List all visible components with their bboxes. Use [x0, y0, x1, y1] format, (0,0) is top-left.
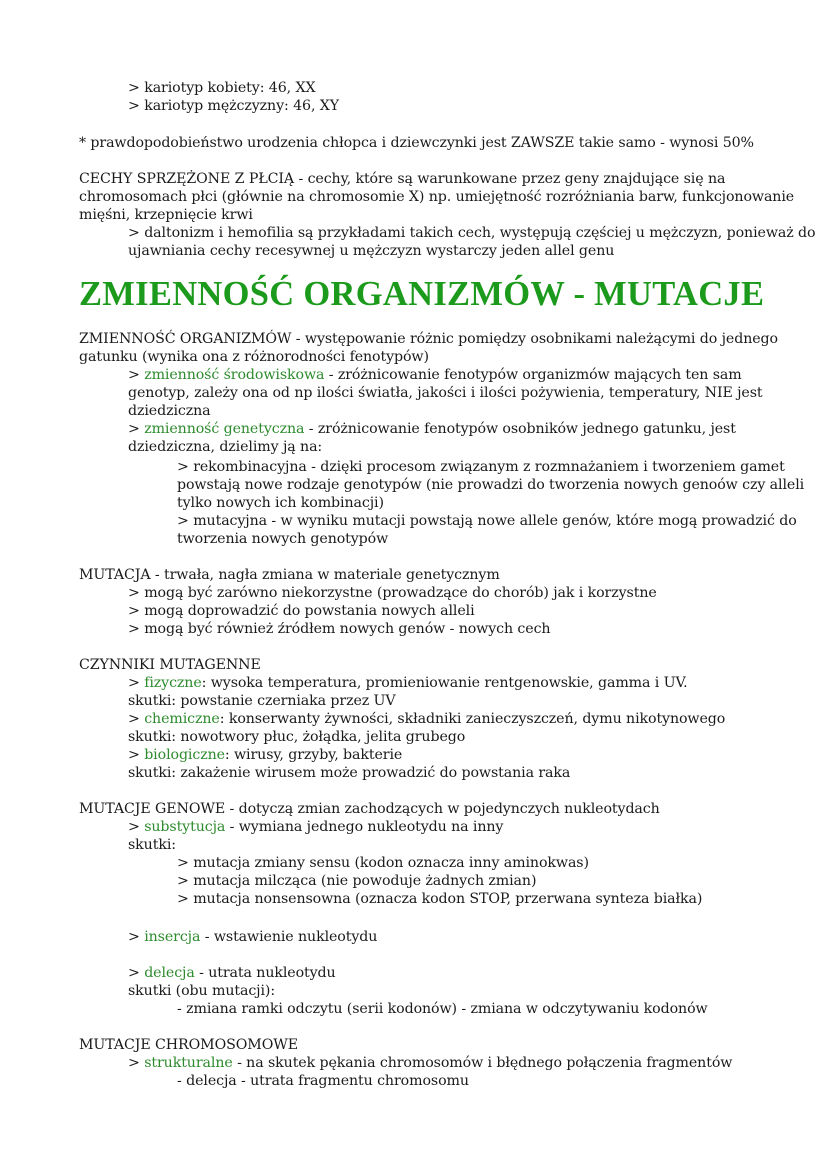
genetic-variability-term: zmienność genetyczna — [144, 421, 305, 437]
biological-term: biologiczne — [144, 747, 225, 763]
environmental-variability-term: zmienność środowiskowa — [144, 367, 325, 383]
karyotype-female: > kariotyp kobiety: 46, XX — [128, 80, 316, 96]
environmental-variability-line-3: dziedziczna — [128, 403, 211, 419]
genetic-variability-line-2: dziedziczna, dzielimy ją na: — [128, 439, 323, 455]
physical-effects: skutki: powstanie czerniaka przez UV — [128, 693, 396, 709]
environmental-variability-line-2: genotyp, zależy ona od np ilości światła, jakości i ilości pożywienia, temperatury, NIE jest — [128, 385, 763, 401]
sex-linked-example-1: > daltonizm i hemofilia są przykładami takich cech, występują częściej u mężczyzn, ponieważ do — [128, 225, 816, 241]
deletion-term: delecja — [144, 965, 195, 981]
deletion: > delecja - utrata nukleotydu — [128, 965, 336, 981]
variability-definition-1: ZMIENNOŚĆ ORGANIZMÓW - występowanie różnic pomiędzy osobnikami należącymi do jednego — [79, 331, 778, 347]
chemical-mutagens: > chemiczne: konserwanty żywności, składniki zanieczyszczeń, dymu nikotynowego — [128, 711, 726, 727]
insertion-term: insercja — [144, 929, 201, 945]
insertion: > insercja - wstawienie nukleotydu — [128, 929, 378, 945]
mutational-line-2: tworzenia nowych genotypów — [177, 531, 389, 547]
structural-mutations: > strukturalne - na skutek pękania chromosomów i błędnego połączenia fragmentów — [128, 1055, 733, 1071]
nonsense-effect: > mutacja nonsensowna (oznacza kodon STOP, przerwana synteza białka) — [177, 891, 703, 907]
recombination-line-3: tylko nowych ich kombinacji) — [177, 495, 384, 511]
frame-shift-effect: - zmiana ramki odczytu (serii kodonów) - zmiana w odczytywaniu kodonów — [177, 1001, 708, 1017]
mutation-point-3: > mogą być również źródłem nowych genów - nowych cech — [128, 621, 551, 637]
sex-linked-line-2: chromosomach płci (głównie na chromosomie X) np. umiejętność rozróżniania barw, funkcjonowanie — [79, 189, 795, 205]
physical-term: fizyczne — [144, 675, 202, 691]
sex-linked-line-3: mięśni, krzepnięcie krwi — [79, 207, 253, 223]
substitution-effects-label: skutki: — [128, 837, 176, 853]
environmental-variability: > zmienność środowiskowa - zróżnicowanie fenotypów organizmów mających ten sam — [128, 367, 742, 383]
karyotype-male: > kariotyp mężczyzny: 46, XY — [128, 98, 340, 114]
biological-mutagens: > biologiczne: wirusy, grzyby, bakterie — [128, 747, 403, 763]
probability-note: * prawdopodobieństwo urodzenia chłopca i dziewczynki jest ZAWSZE takie samo - wynosi 50% — [79, 135, 754, 151]
gene-mutations-header: MUTACJE GENOWE - dotyczą zmian zachodzących w pojedynczych nukleotydach — [79, 801, 660, 817]
variability-definition-2: gatunku (wynika ona z różnorodności fenotypów) — [79, 349, 429, 365]
mutation-point-1: > mogą być zarówno niekorzystne (prowadzące do chorób) jak i korzystne — [128, 585, 657, 601]
chemical-term: chemiczne — [144, 711, 220, 727]
mutation-definition: MUTACJA - trwała, nagła zmiana w materiale genetycznym — [79, 567, 500, 583]
mutagens-header: CZYNNIKI MUTAGENNE — [79, 657, 261, 673]
section-title: ZMIENNOŚĆ ORGANIZMÓW - MUTACJE — [79, 275, 765, 313]
physical-mutagens: > fizyczne: wysoka temperatura, promieniowanie rentgenowskie, gamma i UV. — [128, 675, 688, 691]
genetic-variability: > zmienność genetyczna - zróżnicowanie fenotypów osobników jednego gatunku, jest — [128, 421, 736, 437]
substitution: > substytucja - wymiana jednego nukleotydu na inny — [128, 819, 504, 835]
mutation-point-2: > mogą doprowadzić do powstania nowych alleli — [128, 603, 475, 619]
recombination-line-2: powstają nowe rodzaje genotypów (nie prowadzi do tworzenia nowych genoów czy alleli — [177, 477, 805, 493]
structural-term: strukturalne — [144, 1055, 233, 1071]
silent-effect: > mutacja milcząca (nie powoduje żadnych zmian) — [177, 873, 537, 889]
substitution-term: substytucja — [144, 819, 226, 835]
chromosomal-header: MUTACJE CHROMOSOMOWE — [79, 1037, 298, 1053]
missense-effect: > mutacja zmiany sensu (kodon oznacza inny aminokwas) — [177, 855, 589, 871]
sex-linked-line-1: CECHY SPRZĘŻONE Z PŁCIĄ - cechy, które są warunkowane przez geny znajdujące się na — [79, 171, 726, 187]
chemical-effects: skutki: nowotwory płuc, żołądka, jelita grubego — [128, 729, 466, 745]
chromosome-deletion: - delecja - utrata fragmentu chromosomu — [177, 1073, 469, 1089]
biological-effects: skutki: zakażenie wirusem może prowadzić do powstania raka — [128, 765, 571, 781]
recombination-line-1: > rekombinacyjna - dzięki procesom związanym z rozmnażaniem i tworzeniem gamet — [177, 459, 785, 475]
both-mutations-effects: skutki (obu mutacji): — [128, 983, 276, 999]
mutational-line-1: > mutacyjna - w wyniku mutacji powstają nowe allele genów, które mogą prowadzić do — [177, 513, 797, 529]
sex-linked-example-2: ujawniania cechy recesywnej u mężczyzn wystarczy jeden allel genu — [128, 243, 615, 259]
